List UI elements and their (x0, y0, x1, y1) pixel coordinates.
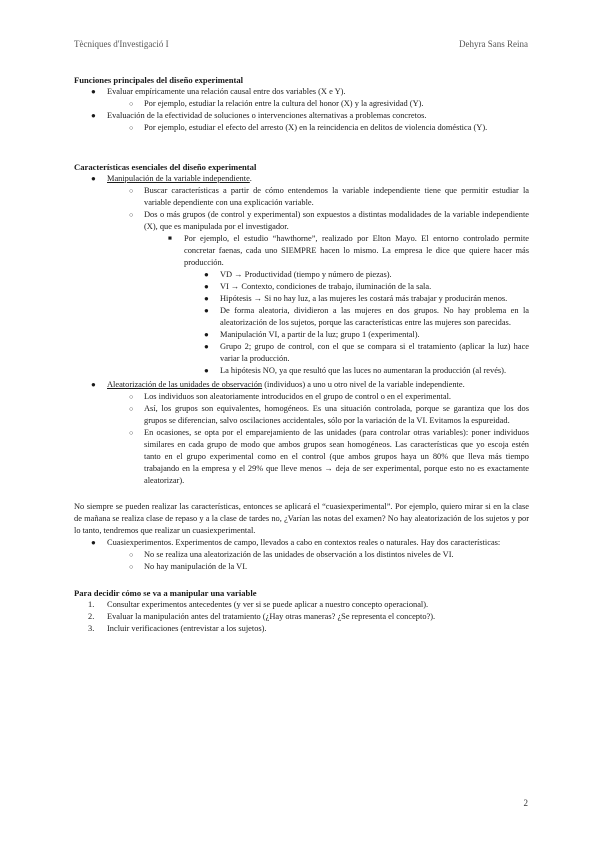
bullet-icon: ○ (129, 551, 134, 559)
bullet-icon: ● (204, 270, 209, 279)
heading-caracteristicas: Características esenciales del diseño experimental (74, 162, 257, 172)
heading-funciones: Funciones principales del diseño experimental (74, 75, 244, 85)
list-item: ○ Por ejemplo, estudiar la relación entre la cultura del honor (X) y la agresividad (Y). (129, 99, 424, 108)
item-number: 2. (88, 612, 95, 621)
list-item: ● Manipulación de la variable independiente. (91, 174, 252, 183)
list-item: ● Evaluación de la efectividad de soluciones o intervenciones alternativas a problemas concretos. (91, 111, 427, 120)
list-item: ● De forma aleatoria, dividieron a las mujeres en dos grupos. No hay problema en la aleatorización de los sujetos, porque las características entre las mujeres son parecidas. (204, 306, 529, 327)
list-item: ● La hipótesis NO, ya que resultó que las luces no aumentaran la producción (al revés). (204, 366, 507, 375)
bullet-icon: ○ (129, 393, 134, 401)
list-item: ● VD → Productividad (tiempo y número de piezas). (204, 270, 392, 279)
list-item: ○ No se realiza una aleatorización de las unidades de observación a los distintos niveles de VI. (129, 550, 454, 559)
item-number: 1. (88, 600, 95, 609)
bullet-icon: ● (91, 174, 96, 183)
list-item: ● Grupo 2; grupo de control, con el que se compara si el tratamiento (aplicar la luz) hace variar la producción. (204, 342, 529, 363)
bullet-icon: ● (204, 342, 209, 351)
bullet-icon: ● (91, 111, 96, 120)
bullet-icon: ● (91, 380, 96, 389)
bullet-icon: ● (204, 306, 209, 315)
list-item: ○ En ocasiones, se opta por el emparejamiento de las unidades (para controlar otras variables): poner individuos similares en cada grupo de modo que ambos grupos sean homogéneos. Las características que yo escoja estén tanto en el grupo experimental como en el control (que ambos grupos haya un 80% que lleva más tiempo trabajando en la empresa y el 29% que lleve menos → deja de ser experimental, porque esto no es exactamente aleatorizar). (129, 428, 529, 485)
list-item: ● Aleatorización de las unidades de observación (individuos) a uno u otro nivel de la variable independiente. (91, 380, 465, 389)
list-item: ■ Por ejemplo, el estudio “hawthorne”, realizado por Elton Mayo. El entorno controlado permite concretar faenas, cada uno SIEMPRE hacen lo mismo. La empresa le dice que quiere hacer más producción. (168, 234, 529, 267)
document-body (74, 74, 529, 635)
list-item: ○ Así, los grupos son equivalentes, homogéneos. Es una situación controlada, porque se garantiza que los dos grupos se diferencian, salvo oscilaciones accidentales, sólo por la variación de la VI. Evitamos la espureidad. (129, 404, 529, 425)
list-item: ○ Buscar características a partir de cómo entendemos la variable independiente tiene que permitir estudiar la variable dependiente con una explicación variable. (129, 186, 529, 207)
bullet-icon: ● (204, 282, 209, 291)
square-bullet-icon: ■ (168, 235, 172, 242)
bullet-icon: ○ (129, 563, 134, 571)
page-number: 2 (523, 798, 528, 808)
paragraph-cuasiexperimental: No siempre se pueden realizar las características, entonces se aplicará el “cuasiexperimental”. Por ejemplo, quiero mirar si en la clase de mañana se realiza clase de repaso y a la clase de tardes no, ¿Varían las notas del examen? No hay aleatorización de los sujetos y por lo tanto, tendremos que realizar un cuasiexperimental. (74, 502, 529, 535)
bullet-icon: ○ (129, 429, 134, 437)
bullet-icon: ○ (129, 211, 134, 219)
bullet-icon: ○ (129, 405, 134, 413)
list-item: ● Hipótesis → Si no hay luz, a las mujeres les costará más trabajar y producirán menos. (204, 294, 508, 303)
list-item: ○ Los individuos son aleatoriamente introducidos en el grupo de control o en el experimental. (129, 392, 452, 401)
bullet-icon: ● (204, 294, 209, 303)
numbered-item: 1. Consultar experimentos antecedentes (y ver si se puede aplicar a nuestro concepto operacional). (88, 600, 429, 609)
list-item: ○ No hay manipulación de la VI. (129, 562, 248, 571)
bullet-icon: ● (91, 538, 96, 547)
header-course-title: Tècniques d'Investigació I (74, 39, 169, 49)
bullet-icon: ○ (129, 124, 134, 132)
bullet-icon: ● (204, 330, 209, 339)
numbered-item: 3. Incluir verificaciones (entrevistar a los sujetos). (88, 624, 267, 633)
manipulacion-label: Manipulación de la variable independiente (107, 174, 250, 183)
list-item: ○ Por ejemplo, estudiar el efecto del arresto (X) en la reincidencia en delitos de violencia doméstica (Y). (129, 123, 488, 132)
list-item: ● Evaluar empíricamente una relación causal entre dos variables (X e Y). (91, 87, 346, 96)
item-number: 3. (88, 624, 95, 633)
header-author: Dehyra Sans Reina (459, 39, 528, 49)
list-item: ○ Dos o más grupos (de control y experimental) son expuestos a distintas modalidades de la variable independiente (X), que es manipulada por el investigador. (129, 210, 529, 231)
bullet-icon: ● (204, 366, 209, 375)
heading-manipular: Para decidir cómo se va a manipular una variable (74, 588, 257, 598)
list-item: ● Cuasiexperimentos. Experimentos de campo, llevados a cabo en contextos reales o naturales. Hay dos características: (91, 538, 501, 547)
bullet-icon: ○ (129, 100, 134, 108)
list-item: ● VI → Contexto, condiciones de trabajo, iluminación de la sala. (204, 282, 432, 291)
numbered-item: 2. Evaluar la manipulación antes del tratamiento (¿Hay otras maneras? ¿Se representa el concepto?). (88, 612, 436, 621)
bullet-icon: ○ (129, 187, 134, 195)
bullet-icon: ● (91, 87, 96, 96)
aleatorizacion-label: Aleatorización de las unidades de observación (107, 380, 263, 389)
list-item: ● Manipulación VI, a partir de la luz; grupo 1 (experimental). (204, 330, 420, 339)
